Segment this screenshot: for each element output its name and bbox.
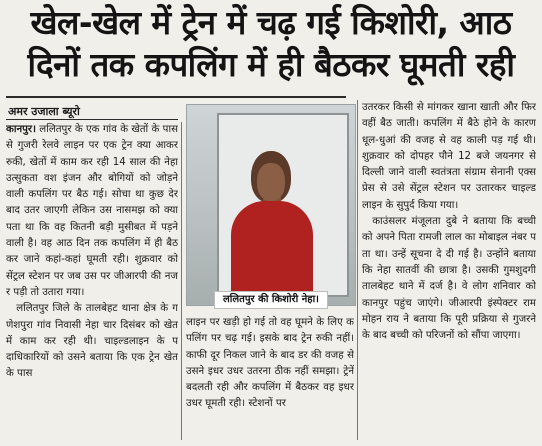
photo-caption: ललितपुर की किशोरी नेहा। — [214, 291, 328, 309]
column-divider — [357, 100, 358, 440]
paragraph: काउंसलर मंजूलता दुबे ने बताया कि बच्ची को अपने पिता रामजी लाल का मोबाइल नंबर पता था। उन्हें सूचना दे दी गई है। उन्होंने बताया कि नेहा सातवीं की छात्रा है। उसकी गुमशुदगी तालबेहट थाने में दर्ज है। वे लोग शनिवार को कानपुर पहुंच जाएंगे। जीआरपी इंस्पेक्टर राम मोहन राय ने बताया कि पूरी प्रक्रिया से गुजरने के बाद बच्ची को परिजनों को सौंपा जाएगा। — [362, 216, 536, 342]
paragraph: लाइन पर खड़ी हो गई तो वह घूमने के लिए कपलिंग पर चढ़ गई। इसके बाद ट्रेन रुकी नहीं। काफी दूर निकल जाने के बाद डर की वजह से उसने इधर उधर उतरना ठीक नहीं समझा। ट्रेनें बदलती रही और कपलिंग में बैठकर वह इधर उधर घूमती रही। स्टेशनों पर — [186, 317, 354, 410]
dateline-city: कानपुर। — [6, 124, 36, 135]
headline-line-1: खेल-खेल में ट्रेन में चढ़ गई किशोरी, आठ — [30, 3, 512, 42]
headline-line-2: दिनों तक कपलिंग में ही बैठकर घूमती रही — [27, 45, 515, 84]
article-column-2 — [186, 315, 354, 441]
byline: अमर उजाला ब्यूरो — [8, 105, 80, 118]
article-column-1 — [6, 122, 178, 442]
article-column-3 — [362, 100, 536, 442]
paragraph-text: ललितपुर के एक गांव के खेतों के पास से गुजरी रेलवे लाइन पर एक ट्रेन क्या आकर रुकी, खेतों में काम कर रही 14 साल की नेहा उत्सुकता वश इंजन और बोगियों को जोड़ने वाली कपलिंग पर बैठ गई। सोचा था कुछ देर बाद उतर जाएगी लेकिन उस नासमझ को क्या पता था कि वह कितनी बड़ी मुसीबत में पड़ने वाली है। वह आठ दिन तक कपलिंग में ही बैठकर जाने कहां-कहां घूमती रही। शुक्रवार को सेंट्रल स्टेशन पर जब उस पर जीआरपी की नजर पड़ी तो उतारा गया। — [6, 124, 178, 298]
photo-face — [257, 163, 285, 201]
byline-rule — [6, 119, 178, 120]
paragraph: उतरकर किसी से मांगकर खाना खाती और फिर वहीं बैठ जाती। कपलिंग में बैठे होने के कारण धूल-धुआं की वजह से वह काली पड़ गई थी। शुक्रवार को दोपहर पौने 12 बजे जयनगर से दिल्ली जाने वाली स्वतंत्रता संग्राम सेनानी एक्सप्रेस से उसे सेंट्रल स्टेशन पर उतारकर चाइल्डलाइन के सुपुर्द किया गया। — [362, 102, 536, 211]
headline-rule — [6, 96, 346, 98]
headline — [4, 2, 538, 86]
photo-shirt — [231, 201, 313, 305]
photo-girl — [186, 104, 356, 306]
paragraph: ललितपुर जिले के तालबेहट थाना क्षेत्र के गणेशपुरा गांव निवासी नेहा चार दिसंबर को खेत में काम कर रही थी। चाइल्डलाइन के पदाधिकारियों को उसने बताया कि एक ट्रेन खेत के पास — [6, 303, 178, 380]
paragraph — [6, 122, 178, 301]
column-divider — [181, 122, 182, 440]
